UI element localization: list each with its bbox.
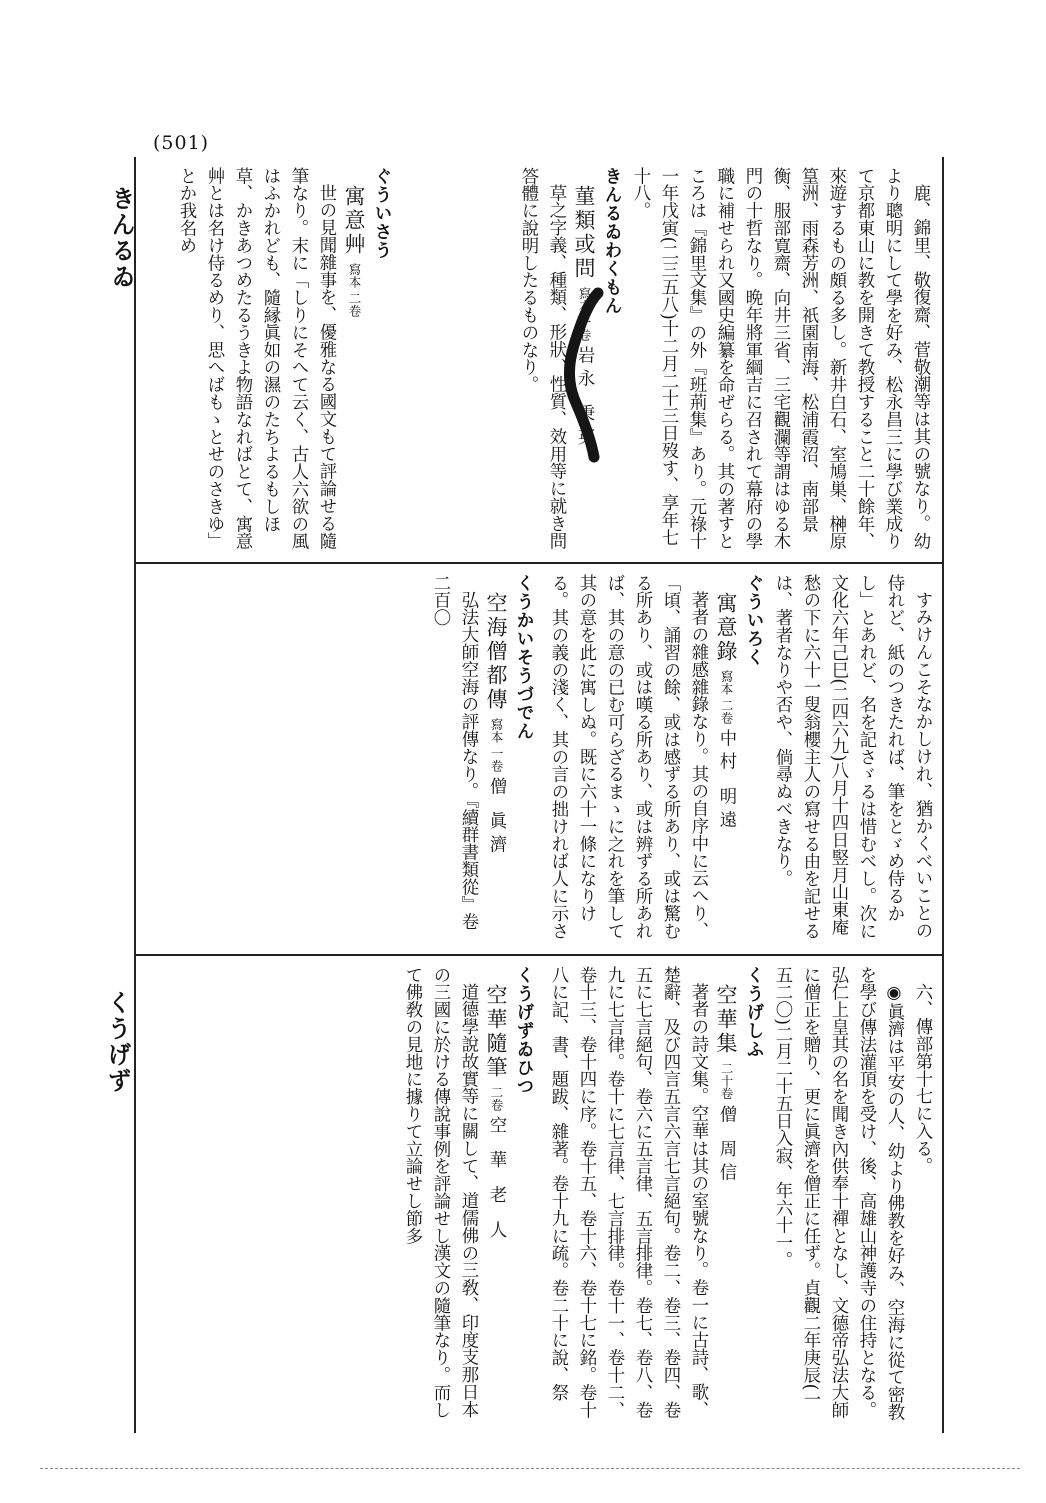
entry-meta: 寫本 一卷 (489, 717, 504, 772)
entry-heading-kuukaisouzuden: くうかいそうづでん (514, 574, 534, 741)
middle-band-right-text (544, 574, 936, 944)
entry-title: 空華集 (714, 984, 738, 1056)
page-number: (501) (153, 132, 210, 154)
entry-body: 草之字義、種類、形狀、性質、效用等に就き問答體に說明したるものなり。 (518, 167, 566, 550)
lower-band-left-text (146, 966, 538, 1423)
entry-body: 弘法大師空海の評傳なり。『續群書類從』卷二百〇 (430, 574, 478, 931)
entry-continuation: 鹿、錦里、敬復齋、菅敬潮等は其の號なり。幼より聰明にして學を好み、松永昌三に學び業成りて京都東山に教を開きて教授すること二十餘年、來遊するもの頗る多し。新井白石、室鳩巣、榊原篁洲、雨森芳洲、祇園南海、松浦霞沼、南部景衡、服部寛齋、向井三省、三宅觀瀾等謂はゆる木門の十哲なり。晩年將軍綱吉に召されて幕府の學職に補せられ又國史編纂を命ぜらる。其の著すところは『錦里文集』の外『班荊集』あり。元祿十一年戊寅(二三五八)十二月二十三日歿す、享年七十八。 (630, 167, 930, 550)
dictionary-page-frame (134, 157, 944, 1433)
entry-body: 道德學說故實等に關して、道儒佛の三敎、印度支那日本の三國に於ける傳說事例を評論せし漢文の隨筆なり。而して佛敎の見地に據りて立論せし節多 (402, 966, 478, 1419)
entry-body: 著者の雜感雜錄なり。其の自序中に云へり、「頃、誦習の餘、或は感ずる所あり、或は驚むる所あり、或は嘆る所あり、或は辨ずる所あれば、其の意の已む可らざるまゝに之れを筆して其の意を此に寓しぬ。既に六十一條になりける。其の義の淺く、其の言の拙ければ人に示さ (548, 574, 708, 940)
upper-band-text (144, 167, 934, 552)
entry-heading-guisau: ぐういさう (372, 167, 392, 260)
entry-author: 僧 周信 (716, 1104, 736, 1187)
entry-title: 空華隨筆 (484, 984, 508, 1080)
entry-meta: 二十卷 (719, 1061, 734, 1100)
entry-author: 岩永 秉英 (574, 346, 594, 452)
upper-band (136, 157, 942, 564)
running-head-top: きんるゐ (107, 186, 135, 290)
middle-band-left-text (146, 574, 538, 944)
entry-body: 著者の詩文集。空華は其の室號なり。卷一に古詩、歌、楚辭、及び四言五言六言七言絕句。卷二、卷三、卷四、卷五に七言絕句、卷六に五言律、五言排律。卷七、卷八、卷九に七言律。卷十に七言律、七言排律。卷十一、卷十二、卷十三、卷十四に序。卷十五、卷十六、卷十七に銘。卷十八に記、書、題跋、雜著。卷十九に疏。卷二十に說、祭 (548, 966, 708, 1419)
entry-meta: 寫本 二卷 (719, 669, 734, 724)
entry-continuation: すみけんこそなかしけれ、猶かくべいことの侍れど、紙のつきたれば、筆をとゞめ侍るかし」とあれど、名を記さゞるは惜むべし。次に文化六年己巳(二四六九)八月十四日竪月山東庵愁の下に六十一叟翁櫻主人の寫せる由を記せるは、著者なりや否や、倘尋ぬべきなり。 (772, 574, 932, 940)
entry-title: 寓意錄 (714, 592, 738, 664)
entry-heading-guiroku: ぐういろく (744, 574, 764, 667)
entry-meta: 寫本 一卷 (577, 286, 592, 341)
entry-title-line (712, 966, 740, 1423)
entry-author: 中村 明遠 (716, 729, 736, 835)
entry-title-line (482, 574, 510, 944)
entry-title-line (482, 966, 510, 1423)
entry-title: 寓意艸 (342, 185, 366, 257)
entry-title-line (712, 574, 740, 944)
entry-heading-kinruiwakumon: きんるゐわくもん (602, 167, 622, 315)
entry-title: 空海僧都傳 (484, 592, 508, 712)
entry-meta: 寫本 二卷 (347, 262, 362, 317)
page-bottom-rule (40, 1468, 1020, 1470)
entry-title-line (340, 167, 368, 552)
running-head-bottom: くうげず (103, 990, 131, 1094)
entry-heading-kuugeshifu: くうげしふ (744, 966, 764, 1059)
entry-note: ◉眞濟は平安の人、幼より佛教を好み、空海に從て密教を學び傳法灌頂を受け、後、高雄山神護寺の住持となる。弘仁上皇其の名を聞き內供奉十禪となし、文德帝弘法大師に僧正を贈り、更に眞濟を僧正に任ず。貞觀二年庚辰(一五二〇)二月二十五日入寂、年六十一。 (772, 966, 904, 1421)
entry-body: 世の見聞雜事を、優雅なる國文もて評論せる隨筆なり。末に「しりにそへて云く、古人六欲の風はふかれども、隨縁眞如の濕のたちよるもしほ草、かきあつめたるうきよ物語なればとて、寓意艸とは名け侍るめり、思へばもゝとせのさきゆ」とか我名め (176, 167, 336, 550)
entry-heading-kuugezuihitsu: くうげずゐひつ (514, 966, 534, 1096)
entry-author: 僧 眞濟 (486, 777, 506, 859)
section-kana-mark (546, 285, 616, 465)
entry-title: 菫類或問 (572, 185, 596, 281)
lower-band (136, 956, 942, 1433)
entry-continuation: 六、傳部第十七に入る。 (912, 983, 932, 1175)
middle-band (136, 564, 942, 956)
entry-meta: 二卷 (489, 1085, 504, 1111)
lower-band-right-text (544, 966, 936, 1423)
entry-author: 空 華 老 人 (486, 1116, 506, 1245)
